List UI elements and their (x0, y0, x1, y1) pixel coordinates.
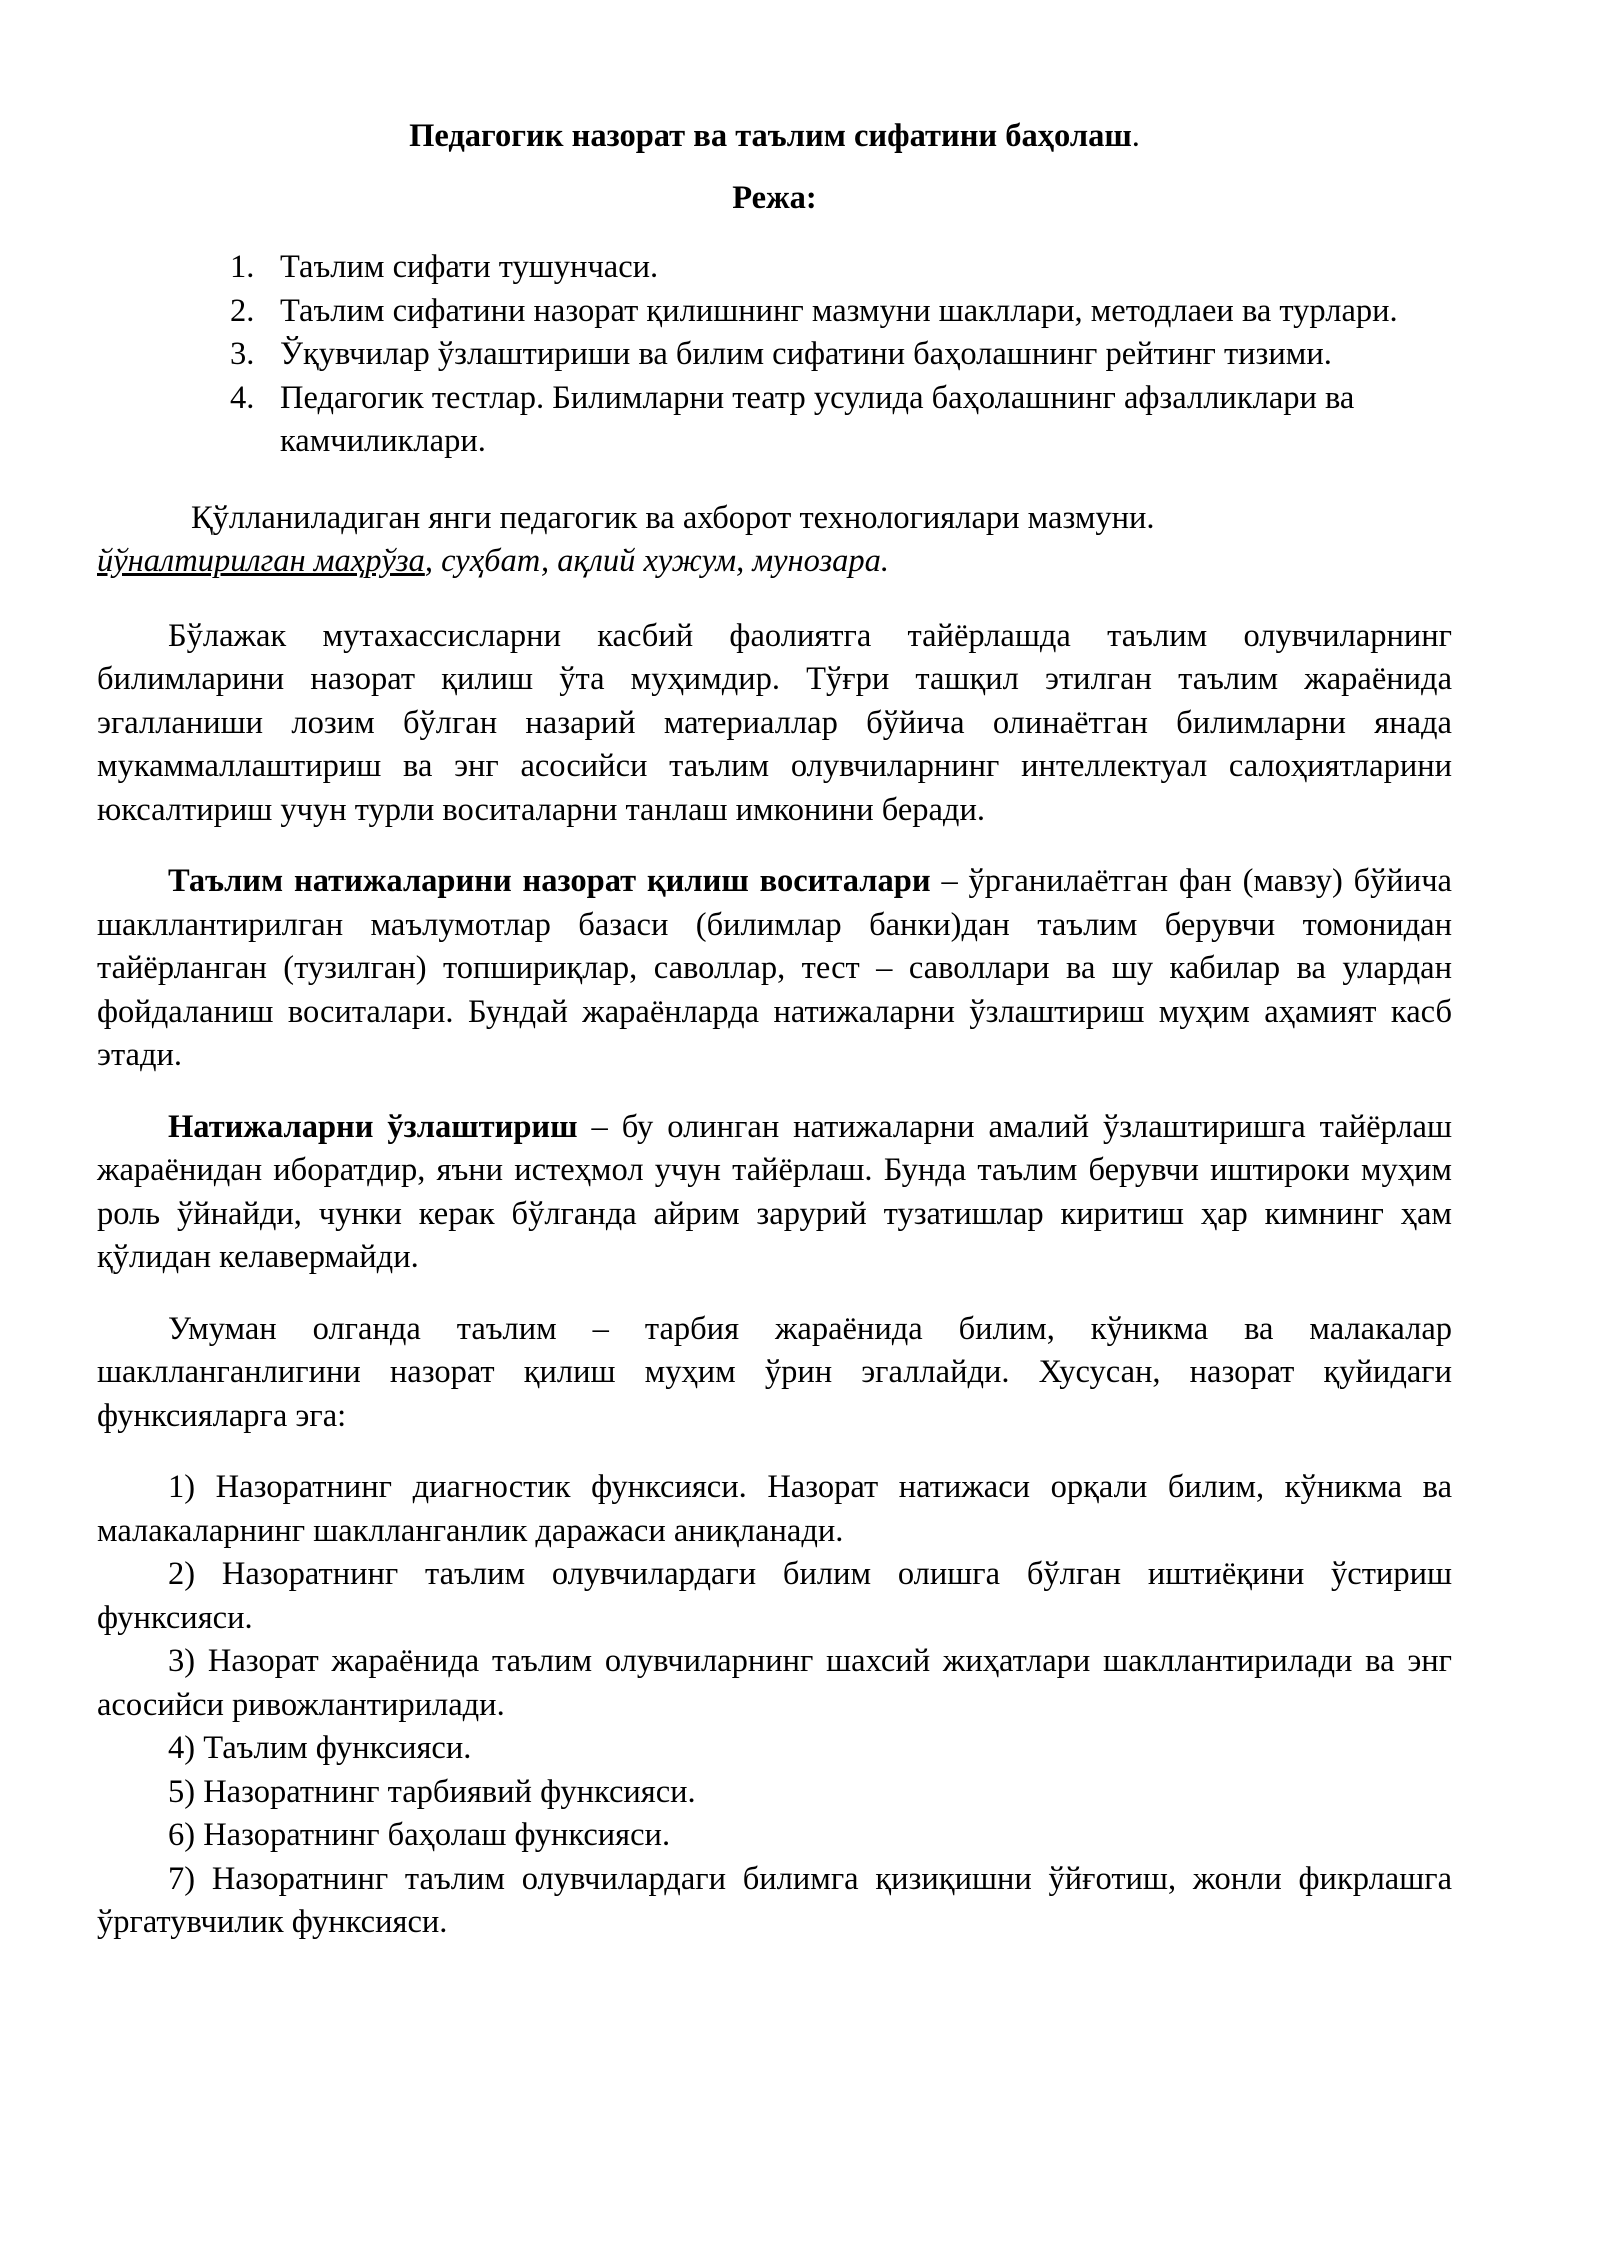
document-title-text: Педагогик назорат ва таълим сифатини баҳолаш (409, 118, 1132, 154)
term-control-tools: Таълим натижаларини назорат қилиш воситалари (168, 863, 931, 899)
definition-control-tools: – ўрганилаётган фан (мавзу) бўйича шакллантирилган маълумотлар базаси (билимлар банки)дан таълим берувчи томонидан тайёрланган (тузилган) топшириқлар, саволлар, тест – саволлари ва шу кабилар ва улардан фойдаланиш воситалари. Бундай жараёнларда натижаларни ўзлаштириш муҳим аҳамият касб этади. (97, 863, 1452, 1073)
plan-item-number: 2. (230, 292, 255, 329)
function-item: 4) Таълим функсияси. (168, 1730, 472, 1766)
paragraph-intro: Бўлажак мутахассисларни касбий фаолиятга тайёрлашда таълим олувчиларнинг билимларини назорат қилиш ўта муҳимдир. Тўғри ташқил этилган таълим жараёнида эгалланиши лозим бўлган назарий материаллар бўйича олинаётган билимларни янада мукаммаллаштириш ва энг асосийси таълим олувчиларнинг интеллектуал салоҳиятларини юксалтириш учун турли воситаларни танлаш имконини беради. (97, 617, 1452, 828)
functions-list (97, 1466, 1452, 1945)
paragraph-control-tools (97, 860, 1452, 1078)
plan-heading: Режа: (732, 180, 817, 216)
plan-item-number: 4. (230, 379, 255, 416)
document-title (97, 112, 1452, 160)
document-title-period: . (1131, 118, 1140, 154)
plan-item-text: Таълим сифатини назорат қилишнинг мазмуни шакллари, методлаеи ва турлари. (280, 292, 1398, 329)
function-item: 5) Назоратнинг тарбиявий функсияси. (168, 1773, 696, 1810)
paragraph-control-functions: Умуман олганда таълим – тарбия жараёнида билим, кўникма ва малакалар шаклланганлигини назорат қилиш муҳим ўрин эгаллайди. Хусусан, назорат қуйидаги функсияларга эга: (97, 1310, 1452, 1434)
definition-mastering-results: – бу олинган натижаларни амалий ўзлаштиришга тайёрлаш жараёнидан иборатдир, яъни истеҳмол учун тайёрлаш. Бунда таълим берувчи иштироки муҳим роль ўйнайди, чунки керак бўлганда айрим зарурий тузатишлар киритиш ҳар кимнинг ҳам қўлидан келавермайди. (97, 1108, 1453, 1275)
function-item: 1) Назоратнинг диагностик функсияси. Назорат натижаси орқали билим, кўникма ва малакаларнинг шаклланганлик даражаси аниқланади. (97, 1469, 1452, 1549)
term-mastering-results: Натижаларни ўзлаштириш (168, 1108, 578, 1145)
paragraph-mastering-results (97, 1106, 1452, 1280)
plan-item (230, 377, 1525, 464)
plan-item-number: 1. (230, 249, 255, 285)
plan-item-text: Ўқувчилар ўзлаштириши ва билим сифатини баҳолашнинг рейтинг тизими. (280, 336, 1332, 372)
function-item: 6) Назоратнинг баҳолаш функсияси. (168, 1817, 671, 1853)
function-item: 2) Назоратнинг таълим олувчилардаги билим олишга бўлган иштиёқини ўстириш функсияси. (97, 1556, 1452, 1636)
technologies-list (97, 540, 1452, 584)
document-page (97, 112, 1452, 1945)
plan-item-text: Таълим сифати тушунчаси. (280, 249, 659, 285)
technologies-rest: , суҳбат, ақлий хужум, мунозара. (424, 543, 890, 579)
technologies-underlined: йўналтирилган маҳрўза (97, 543, 425, 579)
function-item: 3) Назорат жараёнида таълим олувчиларнинг шахсий жиҳатлари шакллантирилади ва энг асосийси ривожлантирилади. (97, 1643, 1452, 1723)
plan-item-number: 3. (230, 336, 255, 372)
plan-item (230, 246, 1525, 290)
technologies-intro: Қўлланиладиган янги педагогик ва ахборот технологиялари мазмуни. (191, 499, 1155, 536)
plan-item (230, 290, 1525, 334)
plan-item (230, 333, 1525, 377)
plan-list (97, 246, 1525, 464)
plan-item-text: Педагогик тестлар. Билимларни театр усулида баҳолашнинг афзалликлари ва камчиликлари. (280, 379, 1355, 459)
function-item: 7) Назоратнинг таълим олувчилардаги билимга қизиқишни ўйғотиш, жонли фикрлашга ўргатувчилик функсияси. (97, 1860, 1452, 1940)
